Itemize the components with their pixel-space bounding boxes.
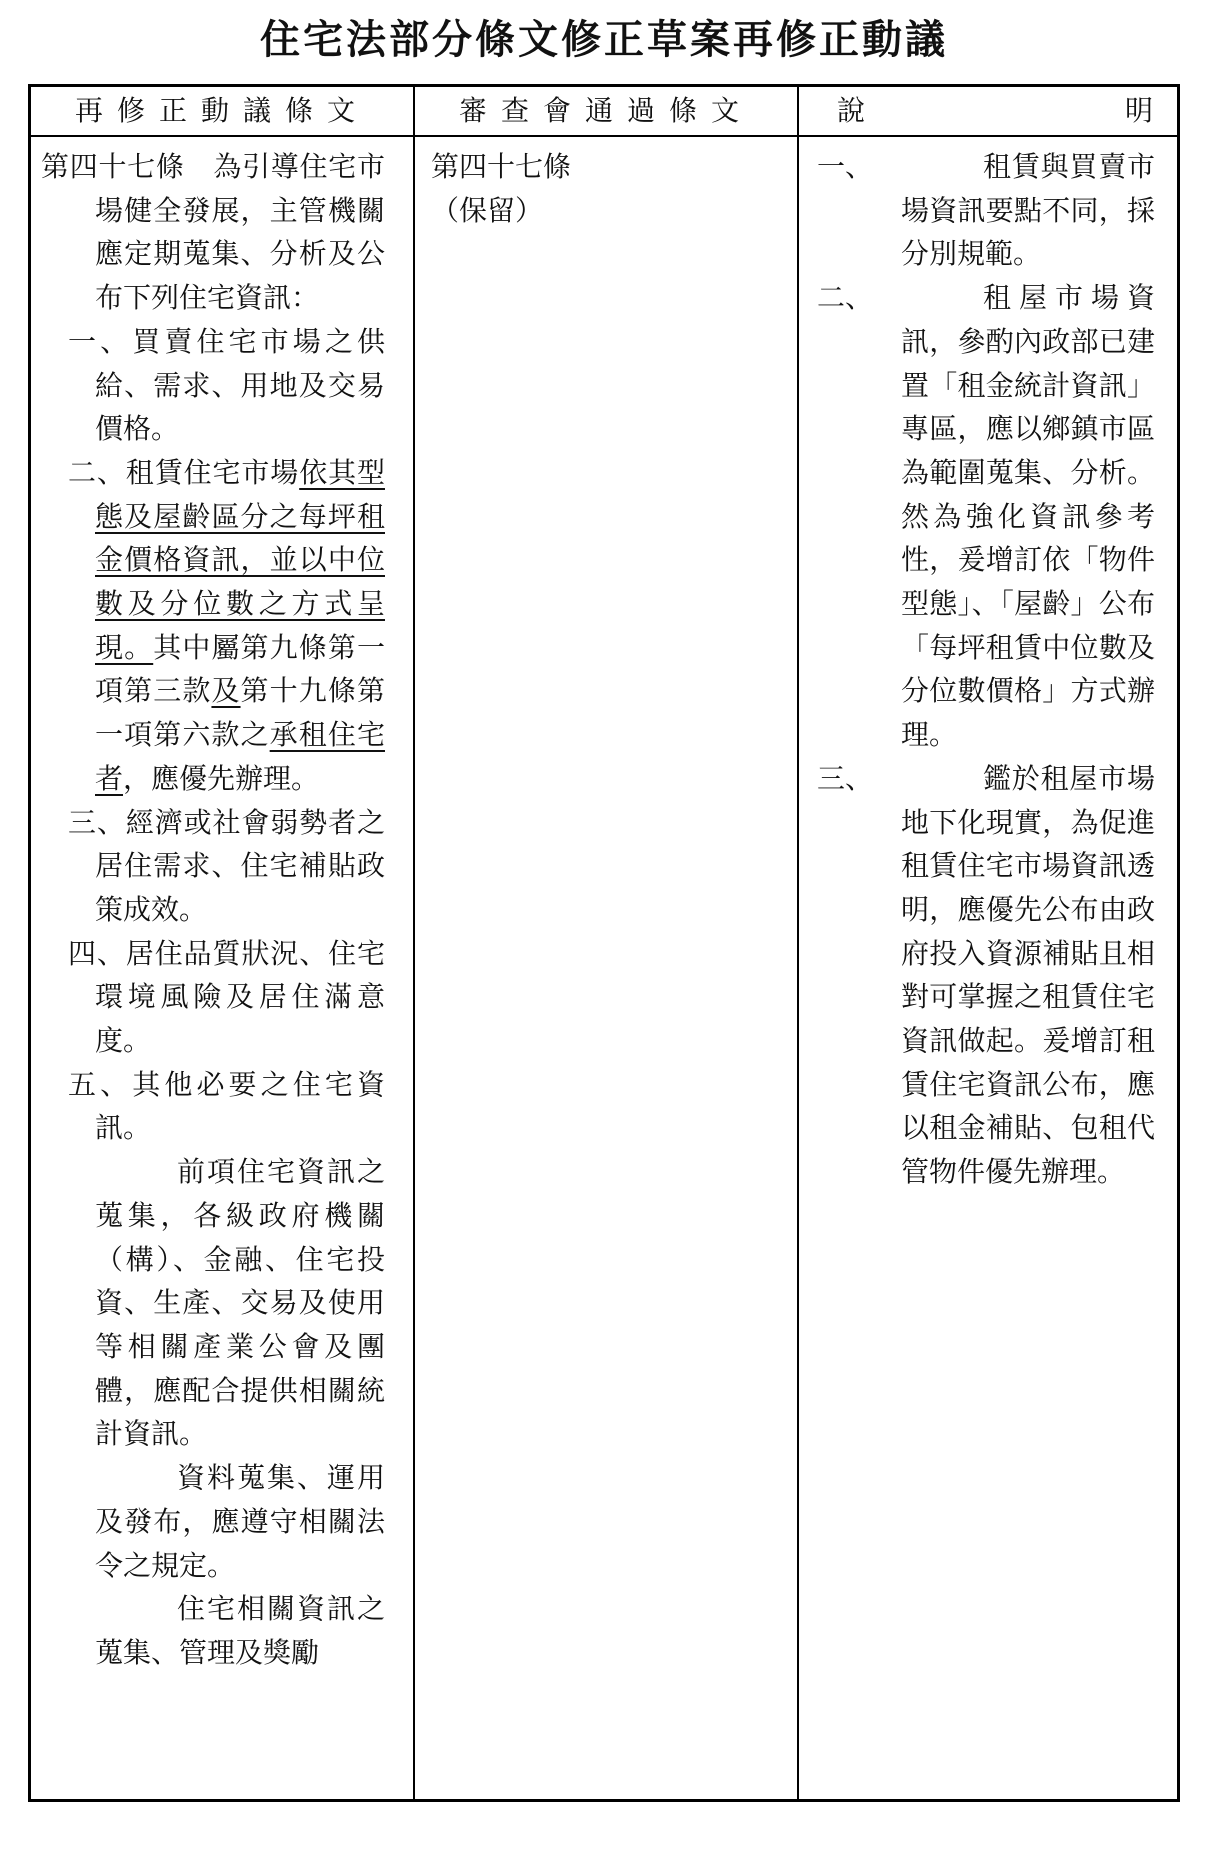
- paragraph-3: 資料蒐集、運用及發布，應遵守相關法令之規定。: [95, 1461, 385, 1582]
- item-2-d: ，應優先辦理。: [123, 761, 320, 795]
- explanation-3-number: 三、: [817, 761, 874, 795]
- column-explanation: [799, 87, 1177, 1799]
- explanation-3: [817, 757, 1155, 1194]
- item-1: 一、買賣住宅市場之供給、需求、用地及交易價格。: [68, 324, 385, 446]
- explanation-2-text: 租屋市場資訊，參酌內政部已建置「租金統計資訊」專區，應以鄉鎮市區為範圍蒐集、分析。然為強化資訊參考性，爰增訂依「物件型態」、「屋齡」公布「每坪租賃中位數及分位數價格」方式辦理。: [901, 281, 1155, 752]
- column-amendment: [31, 87, 415, 1799]
- comparison-table: [28, 84, 1180, 1802]
- item-4: 四、居住品質狀況、住宅環境風險及居住滿意度。: [68, 936, 385, 1058]
- header-amendment: 再修正動議條文: [31, 87, 413, 137]
- header-committee: 審查會通過條文: [415, 87, 797, 137]
- column-committee: [415, 87, 799, 1799]
- item-2-c: 第十九條第一項第六款之: [95, 674, 385, 752]
- item-2-underline-3: 承租住宅者: [95, 718, 385, 795]
- item-2: [41, 451, 385, 801]
- header-explanation-left: 說: [837, 94, 866, 127]
- committee-status: （保留）: [431, 193, 544, 227]
- paragraph-2: 前項住宅資訊之蒐集，各級政府機關（構）、金融、住宅投資、生產、交易及使用等相關產業公會及團體，應配合提供相關統計資訊。: [95, 1155, 385, 1451]
- item-3: 三、經濟或社會弱勢者之居住需求、住宅補貼政策成效。: [68, 805, 385, 926]
- header-explanation-right: 明: [1124, 94, 1153, 127]
- committee-article: 第四十七條: [431, 150, 572, 183]
- item-2-a: 二、租賃住宅市場: [68, 455, 300, 489]
- explanation-1: [817, 145, 1155, 276]
- header-explanation: [799, 87, 1177, 137]
- explanation-1-text: 租賃與買賣市場資訊要點不同，採分別規範。: [901, 150, 1155, 271]
- explanation-2-number: 二、: [817, 281, 874, 315]
- explanation-3-text: 鑑於租屋市場地下化現實，為促進租賃住宅市場資訊透明，應優先公布由政府投入資源補貼且相對可掌握之租賃住宅資訊做起。爰增訂租賃住宅資訊公布，應以租金補貼、包租代管物件優先辦理。: [901, 761, 1155, 1189]
- article-lead: 第四十七條 為引導住宅市場健全發展，主管機關應定期蒐集、分析及公布下列住宅資訊：: [41, 150, 385, 315]
- amendment-text: [31, 137, 413, 1675]
- item-2-underline-2: 及: [211, 674, 241, 708]
- explanation-2: [817, 276, 1155, 757]
- committee-text: [415, 137, 797, 232]
- item-2-b: 其中屬第九條第一項第三款: [95, 630, 385, 708]
- explanation-1-number: 一、: [817, 150, 874, 183]
- item-2-underline-1: 依其型態及屋齡區分之每坪租金價格資訊，並以中位數及分位數之方式呈現。: [95, 455, 385, 664]
- document-title: 住宅法部分條文修正草案再修正動議: [260, 16, 948, 63]
- item-5: 五、其他必要之住宅資訊。: [68, 1067, 385, 1145]
- explanation-text: [799, 137, 1177, 1194]
- paragraph-4: 住宅相關資訊之蒐集、管理及獎勵: [95, 1592, 385, 1669]
